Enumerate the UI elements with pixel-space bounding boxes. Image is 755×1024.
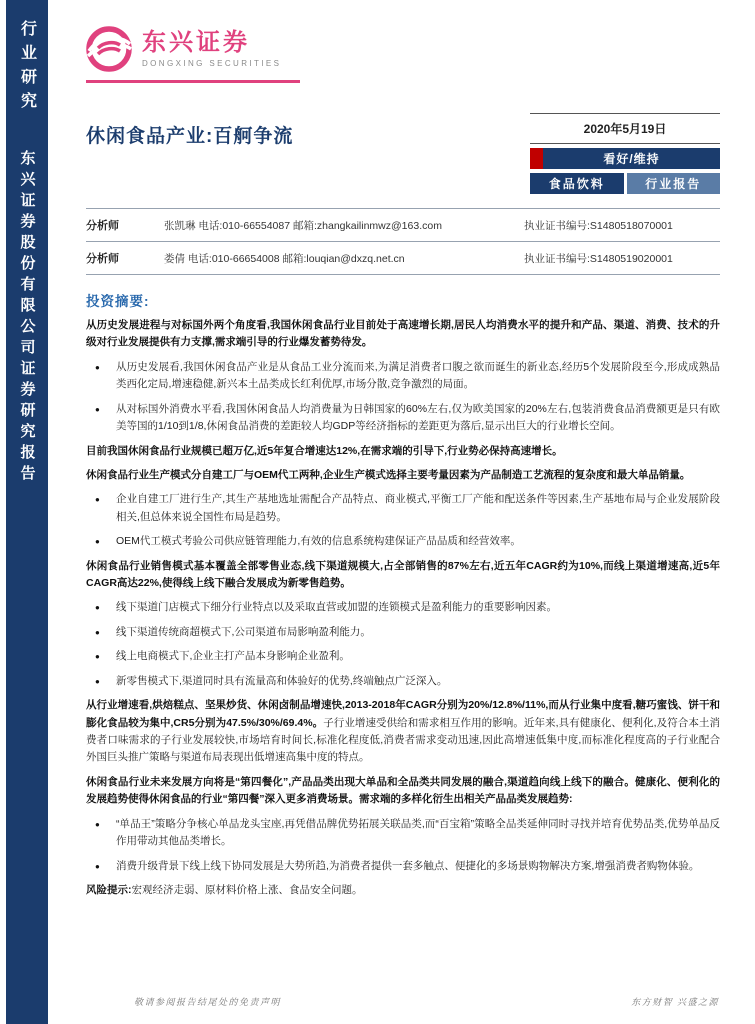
footer-disclaimer: 敬请参阅报告结尾处的免责声明 bbox=[134, 997, 282, 1007]
badge-row bbox=[530, 173, 720, 194]
bullet-icon: ● bbox=[95, 819, 100, 829]
analyst-row bbox=[86, 209, 720, 242]
sidebar-company-label: 东兴证券股份有限公司证券研究报告 bbox=[18, 150, 36, 486]
summary-bullet: ● 从历史发展看,我国休闲食品产业是从食品工业分流而来,为满足消费者口腹之欲而诞生的新业态,经历5个发展阶段至今,形成成熟品类西化定局,增速稳健,新兴本土品类成长红利优厚,市场分散,竞争激烈的局面。 bbox=[86, 359, 720, 394]
summary-bullet: ● 新零售模式下,渠道同时具有流量高和体验好的优势,终端触点广泛深入。 bbox=[86, 673, 720, 690]
rating-bar bbox=[530, 148, 720, 169]
summary-bullet: ● “单品王”策略分争核心单品龙头宝座,再凭借品牌优势拓展关联品类,而“百宝箱”策略全品类延伸同时寻找并培育优势品类,优势单品反作用带动其他品类增长。 bbox=[86, 816, 720, 851]
summary-paragraph: 从历史发展进程与对标国外两个角度看,我国休闲食品行业目前处于高速增长期,居民人均消费水平的提升和产品、渠道、消费、技术的升级对行业发展提供有力支撑,需求端引导的行业爆发蓄势待发。 bbox=[86, 319, 720, 349]
summary-bullet: ● 企业自建工厂进行生产,其生产基地选址需配合产品特点、商业模式,平衡工厂产能和配送条件等因素,生产基地布局与企业发展阶段相关,但总体来说全国性布局是趋势。 bbox=[86, 491, 720, 526]
brand-header bbox=[86, 26, 720, 72]
bullet-icon: ● bbox=[95, 362, 100, 372]
sidebar bbox=[6, 0, 48, 1024]
summary-bullet: ● OEM代工模式考验公司供应链管理能力,有效的信息系统构建保证产品品质和经营效率。 bbox=[86, 533, 720, 550]
title-row bbox=[86, 113, 720, 194]
summary-paragraph: 休闲食品行业销售模式基本覆盖全部零售业态,线下渠道规模大,占全部销售的87%左右,近五年CAGR约为10%,而线上渠道增速高,近5年CAGR高达22%,使得线上线下融合发展成为新零售趋势。 bbox=[86, 559, 720, 590]
brand-name-cn: 东兴证券 bbox=[142, 28, 250, 56]
bullet-icon: ● bbox=[95, 495, 100, 505]
summary-bullet: ● 线下渠道传统商超模式下,公司渠道布局影响盈利能力。 bbox=[86, 624, 720, 641]
bullet-icon: ● bbox=[95, 537, 100, 547]
analyst-license: 执业证书编号:S1480518070001 bbox=[524, 219, 673, 232]
summary-paragraph: 休闲食品行业未来发展方向将是“第四餐化”,产品品类出现大单品和全品类共同发展的融合,渠道趋向线上线下的融合。健康化、便利化的发展趋势使得休闲食品的行业“第四餐”深入更多消费场景。需求端的多样化衍生出相关产品品类发展趋势: bbox=[86, 775, 720, 806]
summary-paragraph: 从行业增速看,烘焙糕点、坚果炒货、休闲卤制品增速快,2013-2018年CAGR分别为20%/12.8%/11%,而从行业集中度看,糖巧蜜饯、饼干和膨化食品较为集中,CR5分别为47.5%/30%/69.4%。子行业增速受供给和需求相互作用的影响。近年来,具有健康化、便利化,及符合本土消费者口味需求的子行业发展较快,市场培育时间长,标准化程度低,消费者需求变动迅速,因此高增速低集中度,而标准化程度高的子行业配合外国巨头推广策略与渠道布局表现出低增速高集中度的特点。 bbox=[86, 699, 720, 764]
analyst-role: 分析师 bbox=[86, 220, 119, 232]
bullet-icon: ● bbox=[95, 676, 100, 686]
page-footer bbox=[134, 995, 719, 1008]
brand-text bbox=[142, 30, 281, 68]
bullet-icon: ● bbox=[95, 404, 100, 414]
industry-badge: 食品饮料 bbox=[530, 173, 624, 194]
analyst-table bbox=[86, 208, 720, 275]
report-type-badge: 行业报告 bbox=[627, 173, 721, 194]
report-info-box bbox=[530, 113, 720, 194]
analyst-contact: 张凯琳 电话:010-66554087 邮箱:zhangkailinmwz@163.com bbox=[164, 219, 442, 232]
rating-label: 看好/维持 bbox=[543, 148, 720, 169]
main-content bbox=[48, 0, 755, 1024]
summary-bullet: ● 线上电商模式下,企业主打产品本身影响企业盈利。 bbox=[86, 648, 720, 665]
summary-heading: 投资摘要: bbox=[86, 294, 150, 309]
rating-red-mark bbox=[530, 148, 543, 169]
footer-slogan: 东方财智 兴盛之源 bbox=[631, 997, 719, 1007]
analyst-license: 执业证书编号:S1480519020001 bbox=[524, 252, 673, 265]
analyst-row bbox=[86, 242, 720, 275]
brand-logo-icon bbox=[86, 26, 132, 72]
analyst-role: 分析师 bbox=[86, 253, 119, 265]
summary-bullet: ● 线下渠道门店模式下细分行业特点以及采取直营或加盟的连锁模式是盈利能力的重要影响因素。 bbox=[86, 599, 720, 616]
report-title: 休闲食品产业:百舸争流 bbox=[86, 126, 294, 147]
summary-bullet: ● 从对标国外消费水平看,我国休闲食品人均消费量为日韩国家的60%左右,仅为欧美国家的20%左右,包装消费食品消费额更是只有欧美等国的1/10到1/8,休闲食品消费的差距较人均GDP等经济指标的差距更为落后,显示出巨大的行业增长空间。 bbox=[86, 401, 720, 436]
analyst-contact: 娄倩 电话:010-66654008 邮箱:louqian@dxzq.net.cn bbox=[164, 252, 405, 265]
summary-paragraph: 目前我国休闲食品行业规模已超万亿,近5年复合增速达12%,在需求端的引导下,行业势必保持高速增长。 bbox=[86, 444, 563, 457]
summary-body bbox=[86, 317, 720, 899]
bullet-icon: ● bbox=[95, 627, 100, 637]
sidebar-category-label: 行业研究 bbox=[18, 20, 36, 116]
brand-underline bbox=[86, 80, 300, 83]
bullet-icon: ● bbox=[95, 861, 100, 871]
brand-name-en: DONGXING SECURITIES bbox=[142, 59, 282, 69]
summary-paragraph: 休闲食品行业生产模式分自建工厂与OEM代工两种,企业生产模式选择主要考量因素为产品制造工艺流程的复杂度和最大单品销量。 bbox=[86, 468, 691, 481]
bullet-icon: ● bbox=[95, 652, 100, 662]
summary-bullet: ● 消费升级背景下线上线下协同发展是大势所趋,为消费者提供一套多触点、便捷化的多场景购物解决方案,增强消费者购物体验。 bbox=[86, 858, 720, 875]
bullet-icon: ● bbox=[95, 603, 100, 613]
summary-paragraph: 风险提示:宏观经济走弱、原材料价格上涨、食品安全问题。 bbox=[86, 883, 363, 896]
report-date: 2020年5月19日 bbox=[530, 113, 720, 144]
